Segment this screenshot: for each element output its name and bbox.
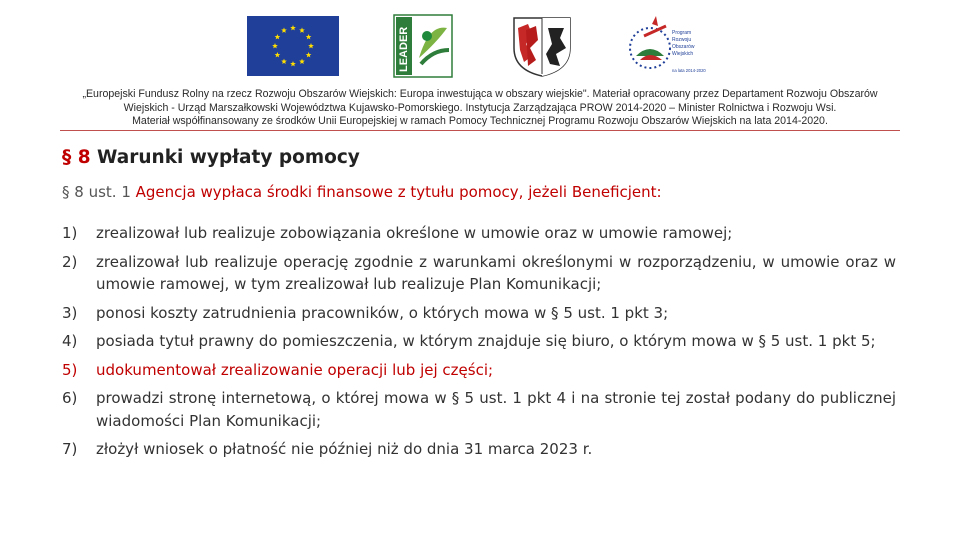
leader-logo-icon (393, 14, 453, 78)
divider (60, 130, 900, 131)
clause-text: Agencja wypłaca środki finansowe z tytułu pomocy, jeżeli Beneficjent: (135, 183, 662, 201)
section-heading (62, 147, 360, 168)
prow-line-5: na lata 2014-2020 (672, 68, 706, 73)
coat-of-arms-icon (510, 14, 574, 78)
list-item-text: ponosi koszty zatrudnienia pracowników, o których mowa w § 5 ust. 1 pkt 3; (96, 303, 669, 322)
list-item (62, 302, 896, 325)
list-item (62, 387, 896, 432)
list-item-text: zrealizował lub realizuje operację zgodnie z warunkami określonymi w rozporządzeniu, w umowie oraz w umowie ramowej, w tym zrealizował lub realizuje Plan Komunikacji; (96, 252, 896, 293)
logo-bar (0, 14, 960, 78)
list-item (62, 330, 896, 353)
list-item (62, 251, 896, 296)
leader-logo-text: LEADER (398, 26, 410, 72)
clause-reference: § 8 ust. 1 (62, 183, 136, 201)
list-item-text: udokumentował zrealizowanie operacji lub jej części; (96, 360, 494, 379)
funding-disclaimer (40, 88, 920, 129)
prow-line-2: Rozwoju (672, 37, 692, 43)
list-item-text: zrealizował lub realizuje zobowiązania określone w umowie oraz w umowie ramowej; (96, 224, 733, 242)
clause-intro (62, 183, 662, 201)
list-item-number: 2) (62, 252, 78, 271)
list-item-number: 7) (62, 440, 78, 458)
section-title: Warunki wypłaty pomocy (90, 147, 360, 168)
eu-flag-icon (247, 16, 339, 76)
list-item (62, 359, 896, 382)
disclaimer-line-2: Wiejskich - Urząd Marszałkowski Województwa Kujawsko-Pomorskiego. Instytucja Zarządzająca PROW 2014-2020 – Minister Rolnictwa i Rozwoju Wsi. (123, 101, 837, 114)
list-item-number: 4) (62, 332, 78, 350)
list-item (62, 222, 896, 245)
prow-line-1: Program (672, 30, 692, 36)
list-item-number: 6) (62, 389, 78, 407)
conditions-list (62, 222, 896, 467)
prow-logo-icon (626, 14, 706, 78)
list-item (62, 438, 896, 461)
disclaimer-line-3: Materiał współfinansowany ze środków Unii Europejskiej w ramach Pomocy Technicznej Programu Rozwoju Obszarów Wiejskich na lata 2014-2020. (132, 115, 828, 127)
disclaimer-line-1: „Europejski Fundusz Rolny na rzecz Rozwoju Obszarów Wiejskich: Europa inwestująca w obszary wiejskie". Materiał opracowany przez Departament Rozwoju Obszarów (82, 88, 878, 100)
list-item-text: złożył wniosek o płatność nie później niż do dnia 31 marca 2023 r. (96, 440, 593, 458)
section-number: § 8 (62, 147, 91, 168)
list-item-text: posiada tytuł prawny do pomieszczenia, w którym znajduje się biuro, o którym mowa w § 5 ust. 1 pkt 5; (96, 332, 876, 350)
prow-line-3: Obszarów (672, 44, 695, 50)
list-item-text: prowadzi stronę internetową, o której mowa w § 5 ust. 1 pkt 4 i na stronie tej został podany do publicznej wiadomości Plan Komunikacji; (96, 389, 896, 430)
prow-line-4: Wiejskich (672, 51, 694, 57)
list-item-number: 1) (62, 224, 78, 242)
list-item-number: 5) (62, 360, 78, 379)
list-item-number: 3) (62, 303, 78, 322)
